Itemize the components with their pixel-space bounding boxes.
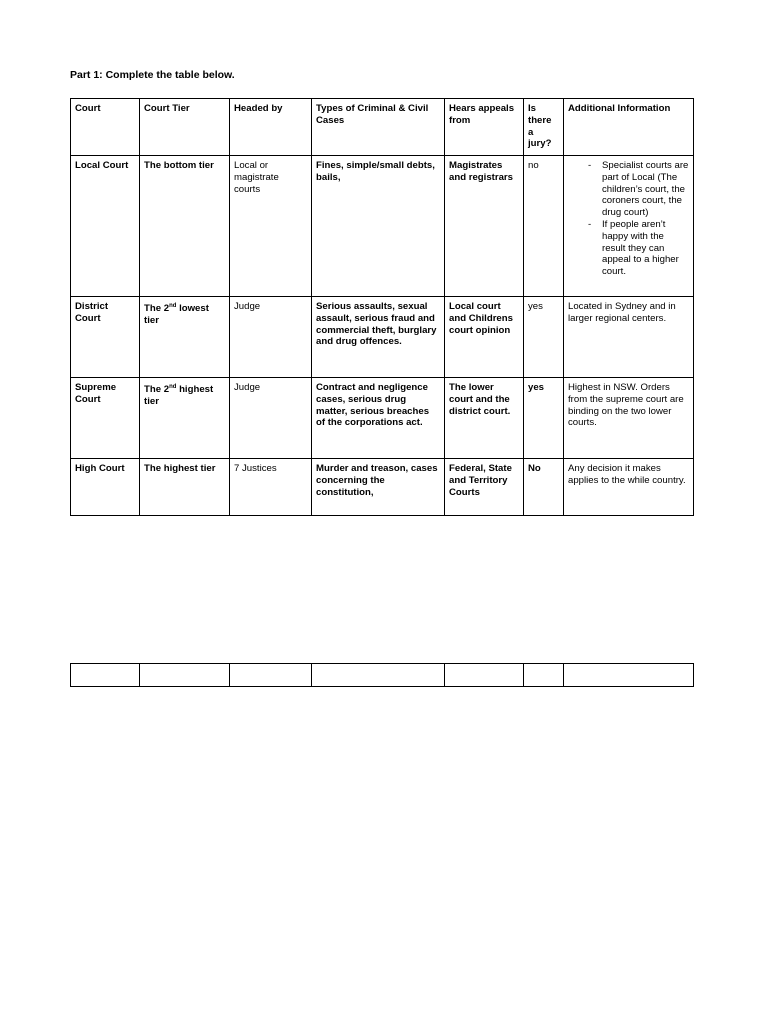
- header-types: Types of Criminal & Civil Cases: [312, 99, 445, 156]
- cell-jury: no: [524, 156, 564, 297]
- cell-appeals: Federal, State and Territory Courts: [445, 459, 524, 516]
- cell-types: Serious assaults, sexual assault, serious fraud and commercial theft, burglary and drug offences.: [312, 297, 445, 378]
- empty-cell: [71, 664, 140, 687]
- cell-court: District Court: [71, 297, 140, 378]
- cell-appeals: Magistrates and registrars: [445, 156, 524, 297]
- header-court-tier: Court Tier: [140, 99, 230, 156]
- cell-info: Any decision it makes applies to the while country.: [564, 459, 694, 516]
- header-additional-info: Additional Information: [564, 99, 694, 156]
- table-row: [71, 156, 694, 297]
- cell-court: High Court: [71, 459, 140, 516]
- cell-headed-by: Judge: [230, 378, 312, 459]
- cell-tier: The bottom tier: [140, 156, 230, 297]
- list-item: - Specialist courts are part of Local (The children’s court, the coroners court, the drug court): [588, 160, 689, 219]
- cell-headed-by: Local or magistrate courts: [230, 156, 312, 297]
- cell-jury: yes: [524, 297, 564, 378]
- empty-cell: [140, 664, 230, 687]
- cell-appeals: The lower court and the district court.: [445, 378, 524, 459]
- empty-cell: [445, 664, 524, 687]
- header-headed-by: Headed by: [230, 99, 312, 156]
- cell-tier: The highest tier: [140, 459, 230, 516]
- cell-info: Highest in NSW. Orders from the supreme court are binding on the two lower courts.: [564, 378, 694, 459]
- cell-info: Located in Sydney and in larger regional centers.: [564, 297, 694, 378]
- empty-cell: [524, 664, 564, 687]
- cell-tier: The 2nd lowest tier: [140, 297, 230, 378]
- header-court: Court: [71, 99, 140, 156]
- cell-headed-by: Judge: [230, 297, 312, 378]
- empty-cell: [312, 664, 445, 687]
- cell-court: Supreme Court: [71, 378, 140, 459]
- header-jury: Is there a jury?: [524, 99, 564, 156]
- table-row: [71, 297, 694, 378]
- empty-cell: [564, 664, 694, 687]
- cell-info: [564, 156, 694, 297]
- cell-jury: No: [524, 459, 564, 516]
- cell-types: Fines, simple/small debts, bails,: [312, 156, 445, 297]
- table-row: [71, 459, 694, 516]
- courts-table: [70, 98, 694, 516]
- cell-headed-by: 7 Justices: [230, 459, 312, 516]
- cell-types: Contract and negligence cases, serious drug matter, serious breaches of the corporations act.: [312, 378, 445, 459]
- cell-court: Local Court: [71, 156, 140, 297]
- table-header-row: [71, 99, 694, 156]
- blank-table-row: [70, 663, 694, 687]
- cell-types: Murder and treason, cases concerning the constitution,: [312, 459, 445, 516]
- empty-cell: [230, 664, 312, 687]
- header-hears-appeals: Hears appeals from: [445, 99, 524, 156]
- info-bullet-list: [568, 160, 689, 278]
- cell-appeals: Local court and Childrens court opinion: [445, 297, 524, 378]
- list-item: - If people aren’t happy with the result they can appeal to a higher court.: [588, 218, 679, 278]
- table-row: [71, 664, 694, 687]
- page-heading: Part 1: Complete the table below.: [70, 69, 235, 81]
- table-row: [71, 378, 694, 459]
- cell-jury: yes: [524, 378, 564, 459]
- cell-tier: The 2nd highest tier: [140, 378, 230, 459]
